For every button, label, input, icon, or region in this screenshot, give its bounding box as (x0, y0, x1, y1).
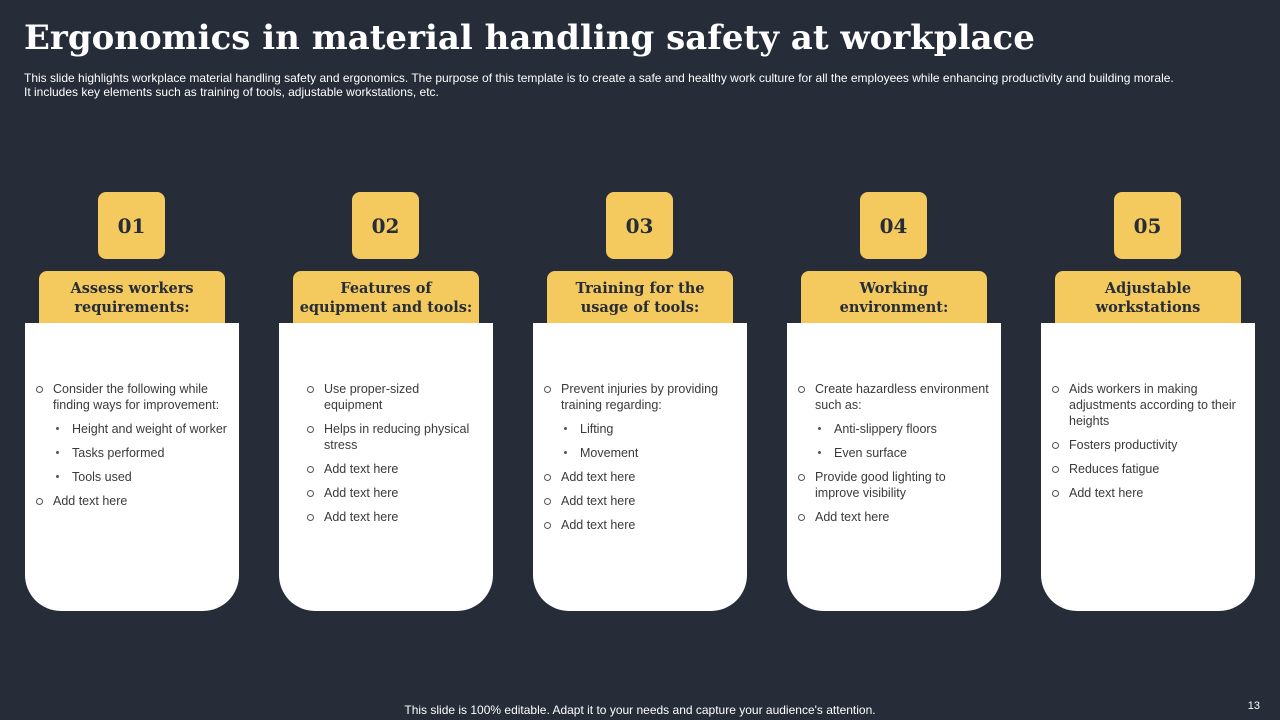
list-item: Movement (543, 445, 735, 461)
content-card (25, 323, 239, 611)
bullet-list (1051, 381, 1243, 501)
step-number-badge: 02 (352, 192, 419, 259)
bullet-list (797, 381, 989, 525)
content-card (787, 323, 1001, 611)
list-item: Prevent injuries by providing training regarding: (543, 381, 735, 413)
list-item: Even surface (797, 445, 989, 461)
bullet-list (35, 381, 227, 509)
list-item: Height and weight of worker (35, 421, 227, 437)
list-item: Add text here (543, 493, 735, 509)
column-heading: Features of equipment and tools: (293, 271, 479, 325)
step-number-badge: 01 (98, 192, 165, 259)
slide-footer: This slide is 100% editable. Adapt it to your needs and capture your audience's attention. (404, 703, 876, 717)
list-item: Add text here (1051, 485, 1243, 501)
list-item: Use proper-sized equipment (306, 381, 481, 413)
list-item: Helps in reducing physical stress (306, 421, 481, 453)
list-item: Tasks performed (35, 445, 227, 461)
list-item: Consider the following while finding ways for improvement: (35, 381, 227, 413)
slide-subtitle: This slide highlights workplace material handling safety and ergonomics. The purpose of this template is to create a safe and healthy work culture for all the employees while enhancing productivity and building morale. It includes key elements such as training of tools, adjustable workstations, etc. (24, 71, 1174, 99)
list-item: Add text here (35, 493, 227, 509)
list-item: Tools used (35, 469, 227, 485)
list-item: Reduces fatigue (1051, 461, 1243, 477)
column-2 (279, 192, 493, 612)
column-3 (533, 192, 747, 612)
column-heading: Adjustable workstations (1055, 271, 1241, 325)
list-item: Lifting (543, 421, 735, 437)
list-item: Add text here (543, 469, 735, 485)
column-heading: Assess workers requirements: (39, 271, 225, 325)
bullet-list (306, 381, 481, 525)
list-item: Provide good lighting to improve visibility (797, 469, 989, 501)
page-number: 13 (1247, 700, 1260, 712)
list-item: Add text here (797, 509, 989, 525)
list-item: Aids workers in making adjustments according to their heights (1051, 381, 1243, 429)
list-item: Create hazardless environment such as: (797, 381, 989, 413)
slide-title: Ergonomics in material handling safety at workplace (24, 18, 1035, 58)
step-number-badge: 05 (1114, 192, 1181, 259)
column-1 (25, 192, 239, 612)
list-item: Add text here (543, 517, 735, 533)
step-number-badge: 04 (860, 192, 927, 259)
list-item: Add text here (306, 485, 481, 501)
content-card (1041, 323, 1255, 611)
step-number-badge: 03 (606, 192, 673, 259)
content-card (279, 323, 493, 611)
list-item: Add text here (306, 509, 481, 525)
column-heading: Training for the usage of tools: (547, 271, 733, 325)
column-5 (1041, 192, 1255, 612)
content-card (533, 323, 747, 611)
list-item: Anti-slippery floors (797, 421, 989, 437)
list-item: Add text here (306, 461, 481, 477)
bullet-list (543, 381, 735, 533)
column-heading: Working environment: (801, 271, 987, 325)
column-4 (787, 192, 1001, 612)
list-item: Fosters productivity (1051, 437, 1243, 453)
